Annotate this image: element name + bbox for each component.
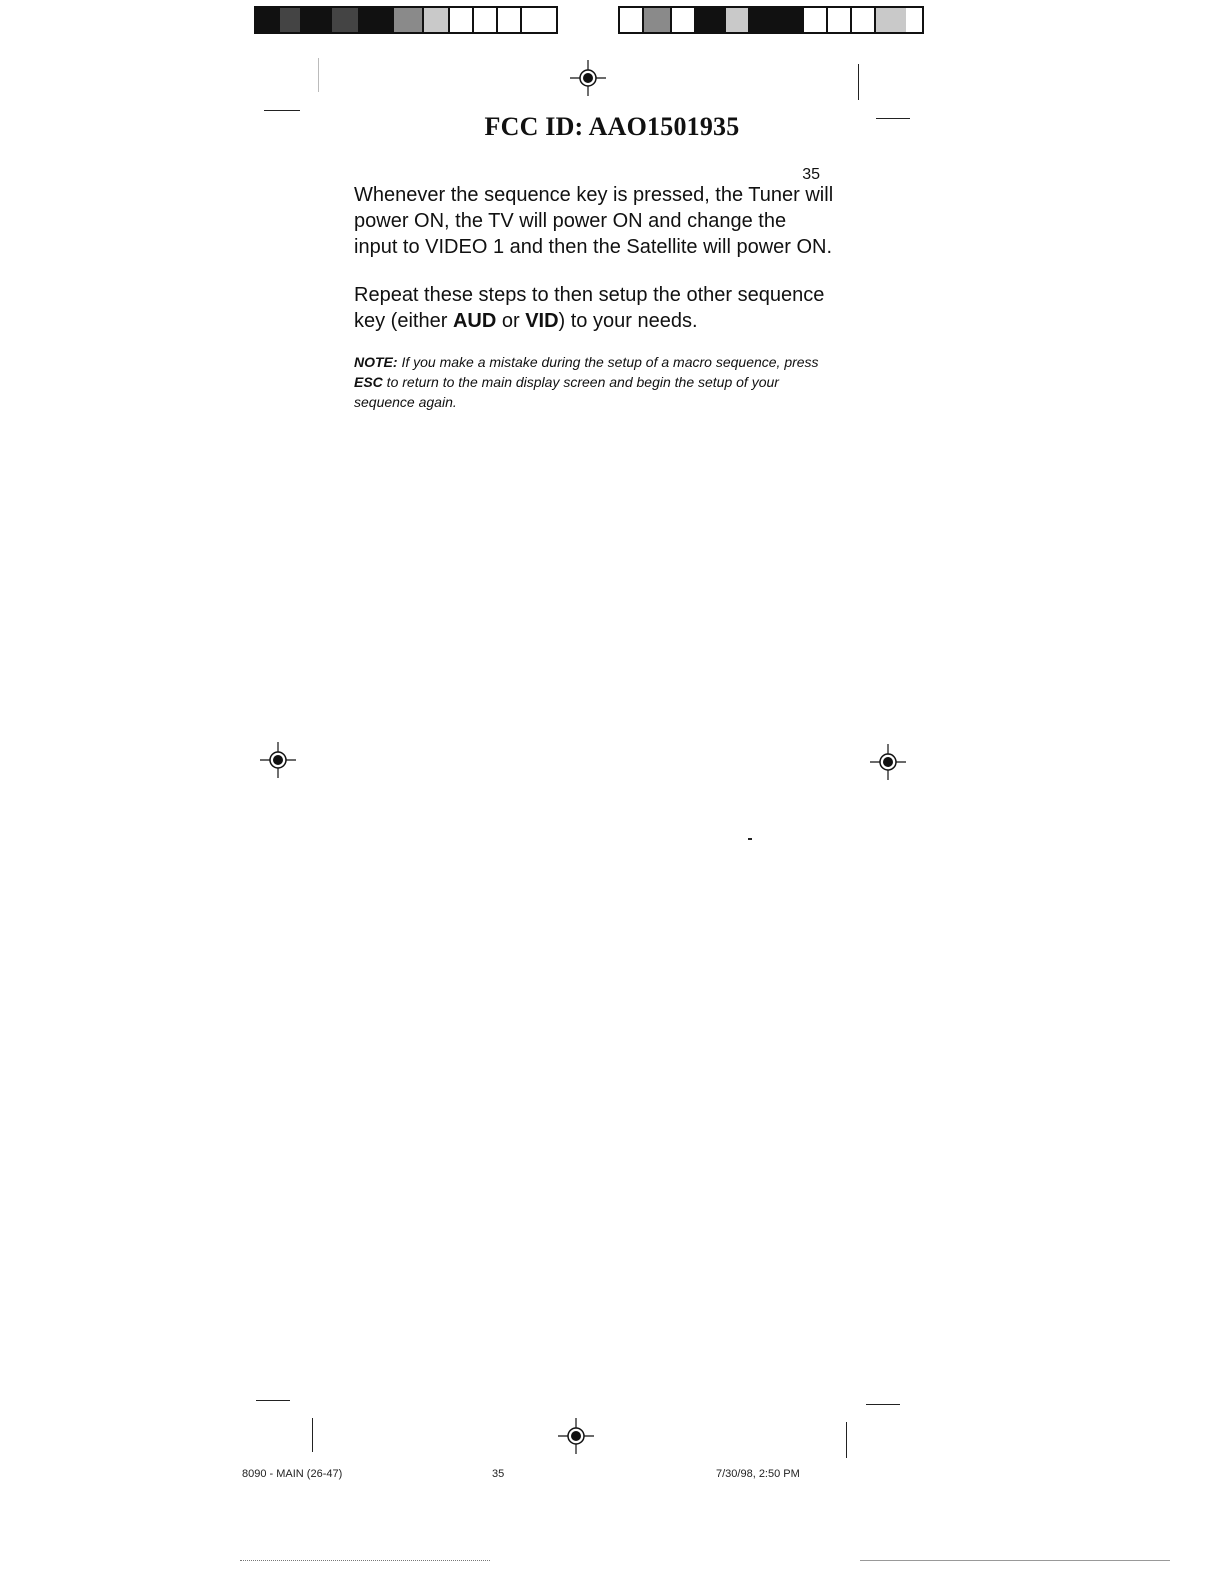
vid-key-label: VID — [525, 310, 559, 332]
note-text: If you make a mistake during the setup of a macro sequence, press — [397, 354, 819, 370]
note-text: to return to the main display screen and begin the setup of your sequence again. — [354, 374, 779, 410]
crop-mark — [312, 1418, 313, 1452]
paragraph-text: Repeat these steps to then setup the other sequence key (either — [354, 284, 825, 332]
registration-target-icon — [556, 1416, 596, 1456]
body-paragraph-2 — [354, 282, 834, 334]
esc-key-label: ESC — [354, 374, 383, 390]
footer-timestamp: 7/30/98, 2:50 PM — [716, 1468, 800, 1480]
note-paragraph — [354, 352, 824, 412]
crop-mark — [866, 1404, 900, 1405]
footer-page-number: 35 — [492, 1468, 505, 1480]
aud-key-label: AUD — [452, 310, 497, 332]
crop-mark — [264, 110, 300, 111]
page-number: 35 — [802, 166, 820, 183]
crop-mark — [846, 1422, 847, 1458]
registration-bar-left — [254, 6, 558, 34]
note-label: NOTE: — [354, 354, 398, 370]
scan-edge — [860, 1560, 1170, 1562]
registration-target-icon — [868, 742, 908, 782]
paragraph-text: or — [496, 310, 526, 332]
scan-edge — [240, 1560, 490, 1562]
registration-target-icon — [258, 740, 298, 780]
registration-bar-right — [618, 6, 924, 34]
fcc-id-heading: FCC ID: AAO1501935 — [484, 112, 740, 141]
paragraph-text: ) to your needs. — [558, 310, 698, 332]
footer-file-label: 8090 - MAIN (26-47) — [242, 1468, 343, 1480]
body-paragraph-1: Whenever the sequence key is pressed, the Tuner will power ON, the TV will power ON and change the input to VIDEO 1 and then the Satellite will power ON. — [354, 184, 834, 258]
speck — [748, 838, 752, 840]
crop-mark — [256, 1400, 290, 1401]
crop-mark — [858, 64, 859, 100]
registration-target-icon — [568, 58, 608, 98]
crop-mark — [318, 58, 319, 92]
